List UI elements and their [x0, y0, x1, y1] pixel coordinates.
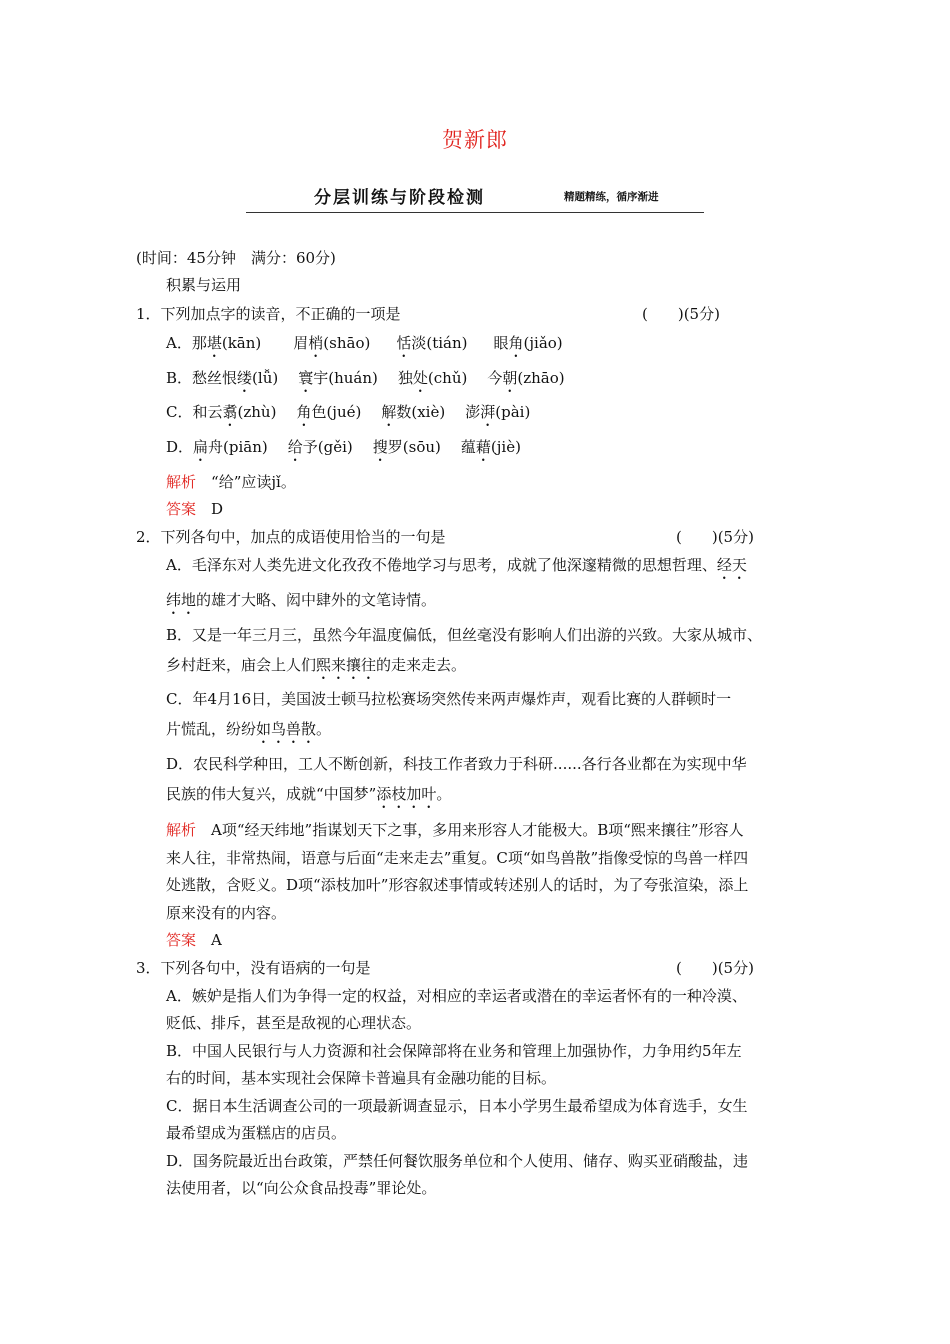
q3-option-d-line1: D．国务院最近出台政策，严禁任何餐饮服务单位和个人使用、储存、购买亚硝酸盐，违: [166, 1152, 749, 1170]
q2-option-a-line1: A．毛泽东对人类先进文化孜孜不倦地学习与思考，成就了他深邃精微的思想哲理、经天: [166, 556, 747, 574]
q2-option-b-line2: 乡村赶来，庙会上人们熙来攘往的走来走去。: [166, 656, 467, 674]
q2-analysis: 解析 A项“经天纬地”指谋划天下之事，多用来形容人才能极大。B项“熙来攘往”形容人: [166, 821, 744, 839]
q2-mark: ( )(5分): [676, 528, 754, 546]
q2-option-c-line2: 片慌乱，纷纷如鸟兽散。: [166, 720, 332, 738]
banner-subtitle: 精题精练，循序渐进: [564, 191, 659, 203]
q2-option-c-line1: C．年4月16日，美国波士顿马拉松赛场突然传来两声爆炸声，观看比赛的人群顿时一: [166, 690, 732, 708]
q2-option-d-line1: D．农民科学种田，工人不断创新，科技工作者致力于科研......各行各业都在为实现中华: [166, 755, 747, 773]
q3-option-a-line1: A．嫉妒是指人们为争得一定的权益，对相应的幸运者或潜在的幸运者怀有的一种冷漠、: [166, 987, 747, 1005]
q1-answer: 答案 D: [166, 500, 224, 518]
q3-option-b-line1: B．中国人民银行与人力资源和社会保障部将在业务和管理上加强协作，力争用约5年左: [166, 1042, 742, 1060]
section-banner: [246, 186, 704, 213]
q3-option-b-line2: 右的时间，基本实现社会保障卡普遍具有金融功能的目标。: [166, 1069, 557, 1087]
q2-option-d-line2: 民族的伟大复兴，成就“中国梦”添枝加叶。: [166, 785, 452, 803]
q2-analysis-line: 来人往，非常热闹，语意与后面“走来走去”重复。C项“如鸟兽散”指像受惊的鸟兽一样四: [166, 849, 749, 867]
section-heading: 积累与运用: [166, 276, 242, 294]
q1-mark: ( )(5分): [642, 305, 720, 323]
q3-stem: 3．下列各句中，没有语病的一句是: [136, 959, 371, 977]
q2-analysis-line: 原来没有的内容。: [166, 904, 287, 922]
q3-mark: ( )(5分): [676, 959, 754, 977]
answer-label: 答案: [166, 931, 197, 949]
q1-stem: 1．下列加点字的读音，不正确的一项是: [136, 305, 401, 323]
answer-label: 答案: [166, 500, 197, 518]
q3-option-a-line2: 贬低、排斥，甚至是敌视的心理状态。: [166, 1014, 422, 1032]
page-title: 贺新郎: [442, 128, 508, 152]
q1-option-b: B．愁丝恨缕(lǚ) 寰宇(huán) 独处(chǔ) 今朝(zhāo): [166, 369, 565, 387]
q3-option-c-line1: C．据日本生活调查公司的一项最新调查显示，日本小学男生最希望成为体育选手，女生: [166, 1097, 748, 1115]
q1-analysis: 解析 “给”应读jǐ。: [166, 473, 296, 491]
q1-option-d: D．扁舟(piān) 给予(gěi) 搜罗(sōu) 蕴藉(jiè): [166, 438, 521, 456]
q2-option-b-line1: B．又是一年三月三，虽然今年温度偏低，但丝毫没有影响人们出游的兴致。大家从城市、: [166, 626, 763, 644]
q2-answer: 答案 A: [166, 931, 222, 949]
q3-option-d-line2: 法使用者，以“向公众食品投毒”罪论处。: [166, 1179, 437, 1197]
analysis-label: 解析: [166, 473, 197, 491]
banner-title: 分层训练与阶段检测: [314, 188, 485, 208]
q1-option-c: C．和云翥(zhù) 角色(jué) 解数(xiè) 澎湃(pài): [166, 403, 531, 421]
q2-analysis-line: 处逃散，含贬义。D项“添枝加叶”形容叙述事情或转述别人的话时，为了夸张渲染，添上: [166, 876, 749, 894]
q3-option-c-line2: 最希望成为蛋糕店的店员。: [166, 1124, 347, 1142]
q2-option-a-line2: 纬地的雄才大略、闳中肆外的文笔诗情。: [166, 591, 437, 609]
analysis-label: 解析: [166, 821, 197, 839]
q1-option-a: A．那堪(kān) 眉梢(shāo) 恬淡(tián) 眼角(jiǎo): [166, 334, 563, 352]
q2-stem: 2．下列各句中，加点的成语使用恰当的一句是: [136, 528, 446, 546]
exam-meta: (时间：45分钟 满分：60分): [136, 249, 336, 267]
